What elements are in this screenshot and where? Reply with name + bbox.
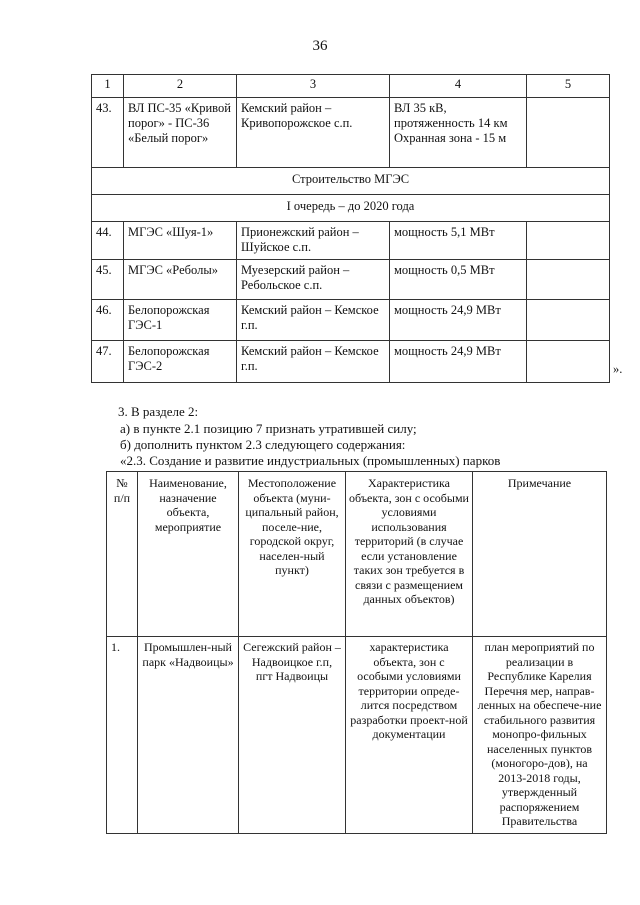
table-row [92, 222, 610, 260]
page-number: 36 [312, 38, 328, 54]
header-cell: 4 [390, 75, 527, 98]
characteristic-line: Охранная зона - 15 м [394, 131, 507, 145]
row-number: 43. [92, 98, 124, 168]
object-characteristic: мощность 24,9 МВт [390, 341, 527, 383]
table-row [92, 98, 610, 168]
row-number: 44. [92, 222, 124, 260]
header-cell: 3 [237, 75, 390, 98]
row-number: 45. [92, 260, 124, 300]
section-title: Строительство МГЭС [92, 168, 610, 195]
table-row [92, 341, 610, 383]
object-location: Муезерский район – Ребольское с.п. [237, 260, 390, 300]
header-cell: 1 [92, 75, 124, 98]
object-characteristic: мощность 24,9 МВт [390, 300, 527, 341]
empty-cell [527, 222, 610, 260]
object-characteristic: мощность 5,1 МВт [390, 222, 527, 260]
industrial-parks-table [106, 471, 607, 834]
header-cell: № п/п [107, 472, 138, 637]
stage-row [92, 195, 610, 222]
object-name: МГЭС «Реболы» [124, 260, 237, 300]
header-cell: 5 [527, 75, 610, 98]
header-cell: Наименование, назначение объекта, мероприятие [138, 472, 239, 637]
object-location: Кемский район – Кемское г.п. [237, 300, 390, 341]
row-number: 47. [92, 341, 124, 383]
empty-cell [527, 341, 610, 383]
object-location: Кемский район – Кемское г.п. [237, 341, 390, 383]
empty-cell [527, 300, 610, 341]
objects-table [91, 74, 610, 383]
object-name: ВЛ ПС-35 «Кривой порог» - ПС-36 «Белый порог» [124, 98, 237, 168]
object-location: Кемский район – Кривопорожское с.п. [237, 98, 390, 168]
row-number: 1. [107, 637, 138, 834]
section-item-a: а) в пункте 2.1 позицию 7 признать утратившей силу; [120, 421, 417, 436]
header-cell: 2 [124, 75, 237, 98]
section-row [92, 168, 610, 195]
object-characteristic: характеристика объекта, зон с особыми условиями территории опреде-лится посредством разработки проект-ной документации [346, 637, 473, 834]
empty-cell [527, 98, 610, 168]
table-header-row [107, 472, 607, 637]
table-header-row [92, 75, 610, 98]
table-row [107, 637, 607, 834]
header-cell: Примечание [473, 472, 607, 637]
object-characteristic [390, 98, 527, 168]
row-number: 46. [92, 300, 124, 341]
object-location: Прионежский район – Шуйское с.п. [237, 222, 390, 260]
object-location: Сегежский район – Надвоицкое г.п, пгт Надвоицы [239, 637, 346, 834]
header-cell: Местоположение объекта (муни-ципальный район, поселе-ние, городской округ, населен-ный пункт) [239, 472, 346, 637]
table-row [92, 260, 610, 300]
object-characteristic: мощность 0,5 МВт [390, 260, 527, 300]
object-name: Белопорожская ГЭС-1 [124, 300, 237, 341]
object-note: план мероприятий по реализации в Республике Карелия Перечня мер, направ-ленных на обеспече-ние стабильного развития монопро-фильных населенных пунктов (моногоро-дов), на 2013-2018 годы, утвержденный распоряжением Правительства [473, 637, 607, 834]
closing-quote: ». [613, 362, 623, 376]
stage-title: I очередь – до 2020 года [92, 195, 610, 222]
section-heading: 3. В разделе 2: [118, 404, 199, 419]
table-row [92, 300, 610, 341]
header-cell: Характеристика объекта, зон с особыми условиями использования территорий (в случае если установление таких зон требуется в связи с размещением данных объектов) [346, 472, 473, 637]
object-name: МГЭС «Шуя-1» [124, 222, 237, 260]
characteristic-line: ВЛ 35 кВ, протяженность 14 км [394, 101, 508, 130]
empty-cell [527, 260, 610, 300]
section-item-b: б) дополнить пунктом 2.3 следующего содержания: [120, 437, 406, 452]
section-subtitle: «2.3. Создание и развитие индустриальных (промышленных) парков [120, 453, 501, 468]
object-name: Промышлен-ный парк «Надвоицы» [138, 637, 239, 834]
object-name: Белопорожская ГЭС-2 [124, 341, 237, 383]
